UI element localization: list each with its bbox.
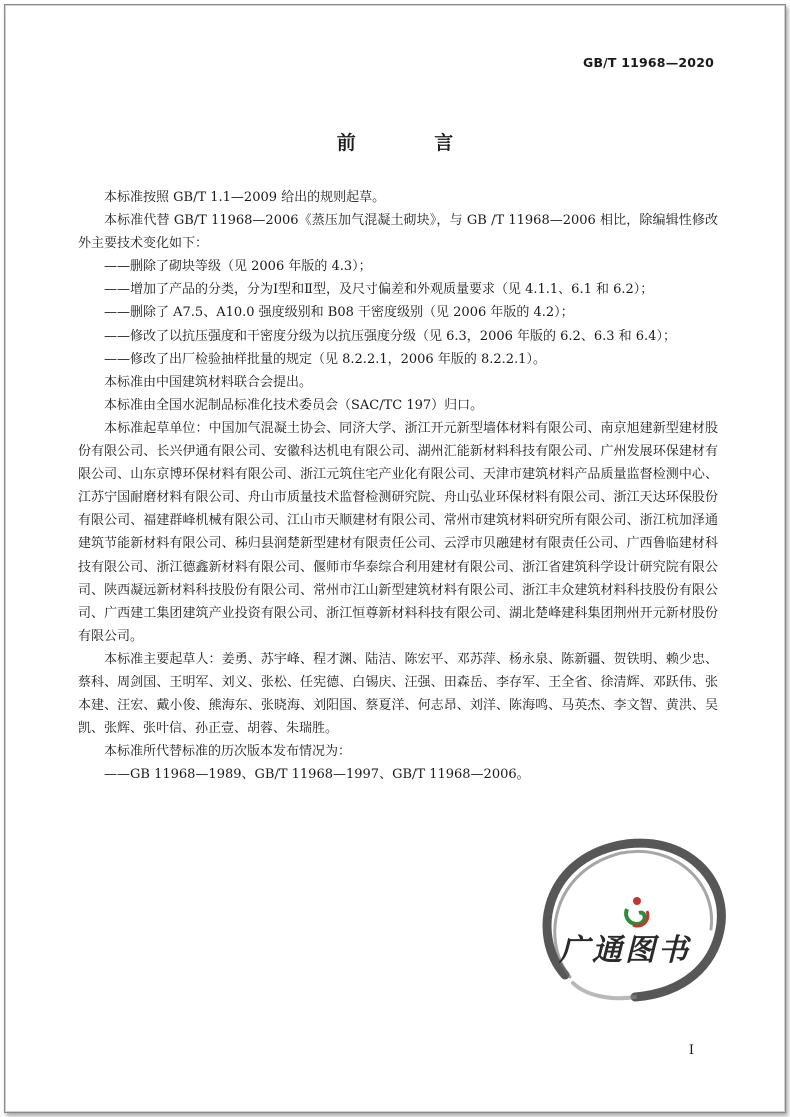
publisher-logo-icon (626, 897, 648, 926)
paragraph: 本标准所代替标准的历次版本发布情况为： (104, 744, 352, 760)
ink-circle-icon (547, 843, 721, 998)
publisher-watermark (525, 825, 735, 1015)
drafters: 本标准主要起草人：姜勇、苏宇峰、程才渊、陆洁、陈宏平、邓苏萍、杨永泉、陈新疆、贺铁明、赖少忠、蔡科、周剑国、王明军、刘义、张松、任宪德、白锡庆、汪强、田森岳、李存军、王全省、徐清辉、邓跃伟、张本建、汪宏、戴小俊、熊海东、张晓海、刘阳国、蔡夏洋、何志昂、刘洋、陈海鸣、马英杰、李文智、黄洪、吴凯、张辉、张叶信、孙正壹、胡蓉、朱瑞胜。 (78, 651, 718, 737)
paragraph: 本标准按照 GB/T 1.1—2009 给出的规则起草。 (104, 190, 386, 205)
change-item: ——增加了产品的分类，分为Ⅰ型和Ⅱ型，及尺寸偏差和外观质量要求（见 4.1.1、6.1 和 6.2）； (104, 282, 654, 298)
page-title: 前 言 (336, 132, 490, 154)
page-number: I (688, 1043, 694, 1058)
paragraph: 本标准由中国建筑材料联合会提出。 (104, 374, 313, 390)
change-item: ——删除了砌块等级（见 2006 年版的 4.3）； (104, 259, 372, 275)
paragraph: 本标准由全国水泥制品标准化技术委员会（SAC/TC 197）归口。 (104, 397, 484, 413)
standard-number: GB/T 11968—2020 (582, 55, 714, 70)
change-item: ——修改了以抗压强度和干密度分级为以抗压强度分级（见 6.3，2006 年版的 6.2、6.3 和 6.4）； (104, 328, 676, 344)
preface-body (78, 186, 718, 786)
change-item: ——修改了出厂检验抽样批量的规定（见 8.2.2.1，2006 年版的 8.2.2.1）。 (104, 351, 546, 367)
drafting-units: 本标准起草单位：中国加气混凝土协会、同济大学、浙江开元新型墙体材料有限公司、南京旭建新型建材股份有限公司、长兴伊通有限公司、安徽科达机电有限公司、湖州汇能新材料科技有限公司、广州发展环保建材有限公司、山东京博环保材料有限公司、浙江元筑住宅产业化有限公司、天津市建筑材料产品质量监督检测中心、江苏宁国耐磨材料有限公司、舟山市质量技术监督检测研究院、舟山弘业环保材料有限公司、浙江天达环保股份有限公司、福建群峰机械有限公司、江山市天顺建材有限公司、常州市建筑材料研究所有限公司、浙江杭加泽通建筑节能新材料有限公司、秭归县润楚新型建材有限责任公司、云浮市贝融建材有限责任公司、广西鲁临建材科技有限公司、浙江德鑫新材料有限公司、偃师市华泰综合利用建材有限公司、浙江省建筑科学设计研究院有限公司、陕西凝远新材料科技股份有限公司、常州市江山新型建筑材料有限公司、浙江丰众建筑材料科技股份有限公司、广西建工集团建筑产业投资有限公司、浙江恒尊新材料科技有限公司、湖北楚峰建科集团荆州开元新材股份有限公司。 (78, 420, 718, 644)
paragraph: 本标准代替 GB/T 11968—2006《蒸压加气混凝土砌块》，与 GB /T 11968—2006 相比，除编辑性修改外主要技术变化如下： (78, 213, 718, 252)
previous-editions: ——GB 11968—1989、GB/T 11968—1997、GB/T 11968—2006。 (104, 767, 530, 783)
stamp-lettering: 广通图书 (559, 933, 691, 968)
change-item: ——删除了 A7.5、A10.0 强度级别和 B08 干密度级别（见 2006 年版的 4.2）； (104, 305, 574, 321)
